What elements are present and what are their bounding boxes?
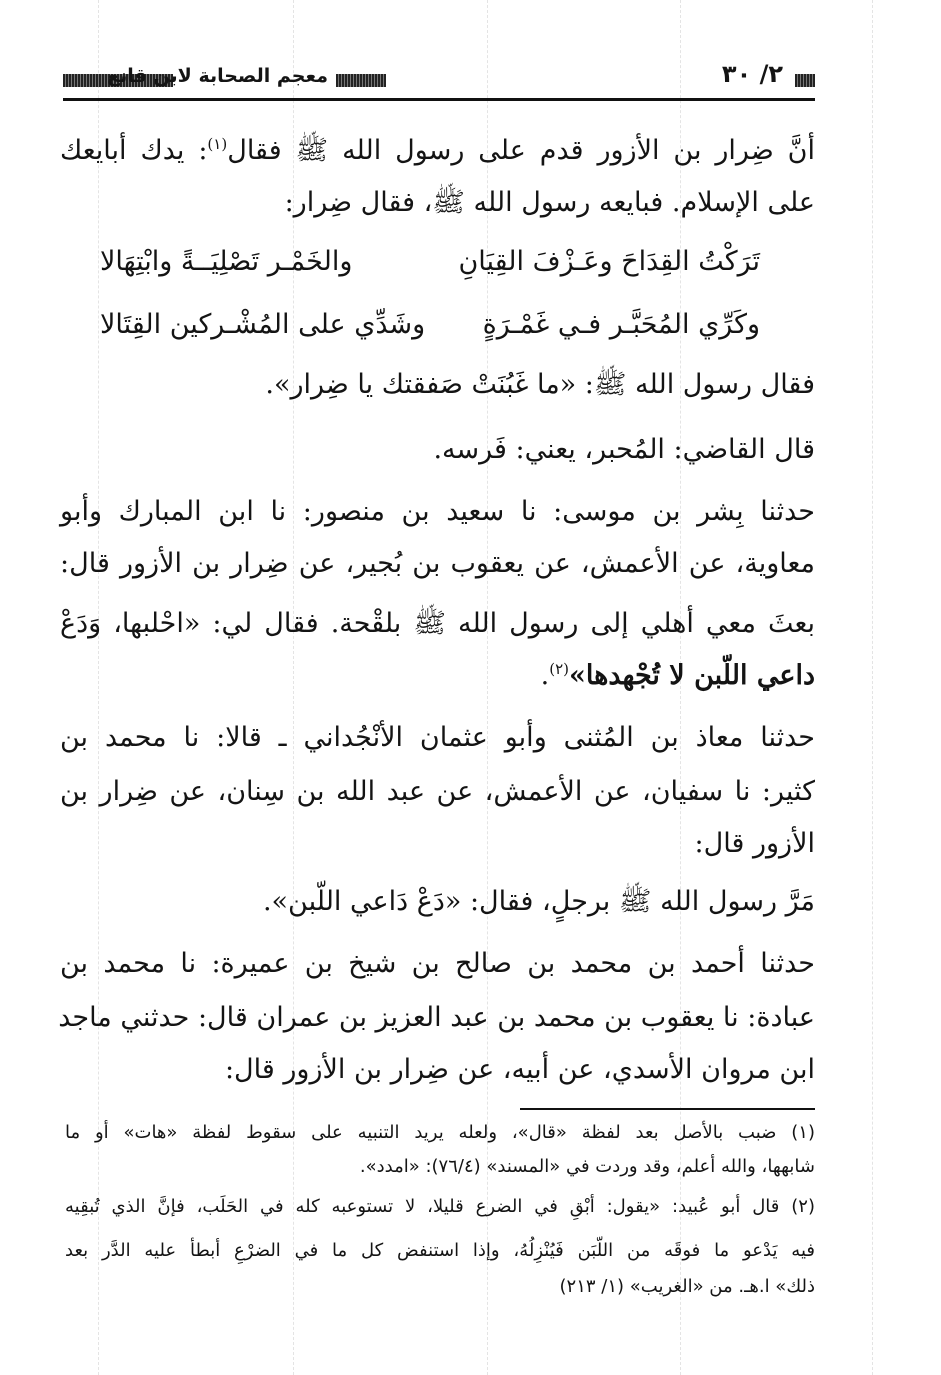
body-line: عبادة: نا يعقوب بن محمد بن عبد العزيز بن عمران قال: حدثني ماجد xyxy=(58,1002,815,1033)
body-line: أنَّ ضِرار بن الأزور قدم على رسول الله ﷺ فقال$^{(١)}$: يدك أبايعك xyxy=(60,135,815,166)
verse-first-hemistich: وكَرِّي المُحَبَّـر فـي غَمْـرَةٍ xyxy=(482,309,760,340)
body-line: قال القاضي: المُحبر، يعني: فَرسه. xyxy=(433,434,815,465)
header-ornament-bar xyxy=(336,74,386,87)
footnote-separator xyxy=(520,1108,815,1110)
footnote-ref: (٢) xyxy=(549,660,569,678)
verse-first-hemistich: تَرَكْتُ القِدَاحَ وعَـزْفَ القِيَانِ xyxy=(458,246,760,277)
body-line: حدثنا معاذ بن المُثنى وأبو عثمان الأنْجُداني ـ قالا: نا محمد بن xyxy=(60,722,815,753)
body-line: معاوية، عن الأعمش، عن يعقوب بن بُجير، عن ضِرار بن الأزور قال: xyxy=(60,548,815,579)
running-header xyxy=(63,60,815,100)
footnote-line: فيه يَدْعو ما فوقَه من اللّبَن فَيُنْزِلُهُ، وإذا استنفض كل ما في الضرْعِ أبطأ عليه الدَّر بعد xyxy=(65,1240,815,1261)
body-line: على الإسلام. فبايعه رسول الله ﷺ، فقال ضِرار: xyxy=(284,187,815,218)
poem-verse xyxy=(100,240,760,284)
body-line: كثير: نا سفيان، عن الأعمش، عن عبد الله بن سِنان، عن ضِرار بن xyxy=(60,776,815,807)
footnote-line: شابهها، والله أعلم، وقد وردت في «المسند» (٧٦/٤): «امدد». xyxy=(359,1156,815,1177)
body-line: فقال رسول الله ﷺ: «ما غَبُنَتْ صَفقتك يا ضِرار». xyxy=(265,369,815,400)
body-line: داعي اللّبن لا تُجْهدها»$^{(٢)}$. xyxy=(540,660,815,691)
verse-second-hemistich: والخَمْـر تَصْلِيَــةً وابْتِهَالا xyxy=(100,246,353,277)
body-line: حدثنا أحمد بن محمد بن صالح بن شيخ بن عميرة: نا محمد بن xyxy=(60,948,815,979)
body-line: بعثَ معي أهلي إلى رسول الله ﷺ بلقْحة. فقال لي: «احْلبها، وَدَعْ xyxy=(60,608,815,639)
page-number: ٢/ ٣٠ xyxy=(721,60,783,88)
footnote-ref: (١) xyxy=(207,135,228,153)
verse-second-hemistich: وشَدِّي على المُشْـركين القِتَالا xyxy=(100,309,426,340)
body-line: حدثنا بِشر بن موسى: نا سعيد بن منصور: نا ابن المبارك وأبو xyxy=(60,496,816,527)
footnote-line: ذلك» ا.هـ. من «الغريب» (١/ ٢١٣) xyxy=(559,1276,815,1297)
body-line: مَرَّ رسول الله ﷺ برجلٍ، فقال: «دَعْ دَاعي اللّبن». xyxy=(262,886,815,917)
body-line: الأزور قال: xyxy=(694,828,815,859)
scan-guide-line xyxy=(872,0,873,1375)
header-rule xyxy=(63,98,815,101)
body-line: ابن مروان الأسدي، عن أبيه، عن ضِرار بن الأزور قال: xyxy=(224,1054,815,1085)
poem-verse xyxy=(100,303,760,347)
book-title: معجم الصحابة لابن قانع xyxy=(107,65,328,87)
footnote-line: (٢) قال أبو عُبيد: «يقول: أبْقِ في الضرع قليلا، لا تستوعبه كله في الحَلَب، فإنَّ الذي تُبقِيه xyxy=(65,1196,815,1217)
header-ornament-bar xyxy=(795,74,815,87)
footnote-line: (١) ضبب بالأصل بعد لفظة «قال»، ولعله يريد التنبيه على سقوط لفظة «هات» أو ما xyxy=(65,1122,815,1143)
